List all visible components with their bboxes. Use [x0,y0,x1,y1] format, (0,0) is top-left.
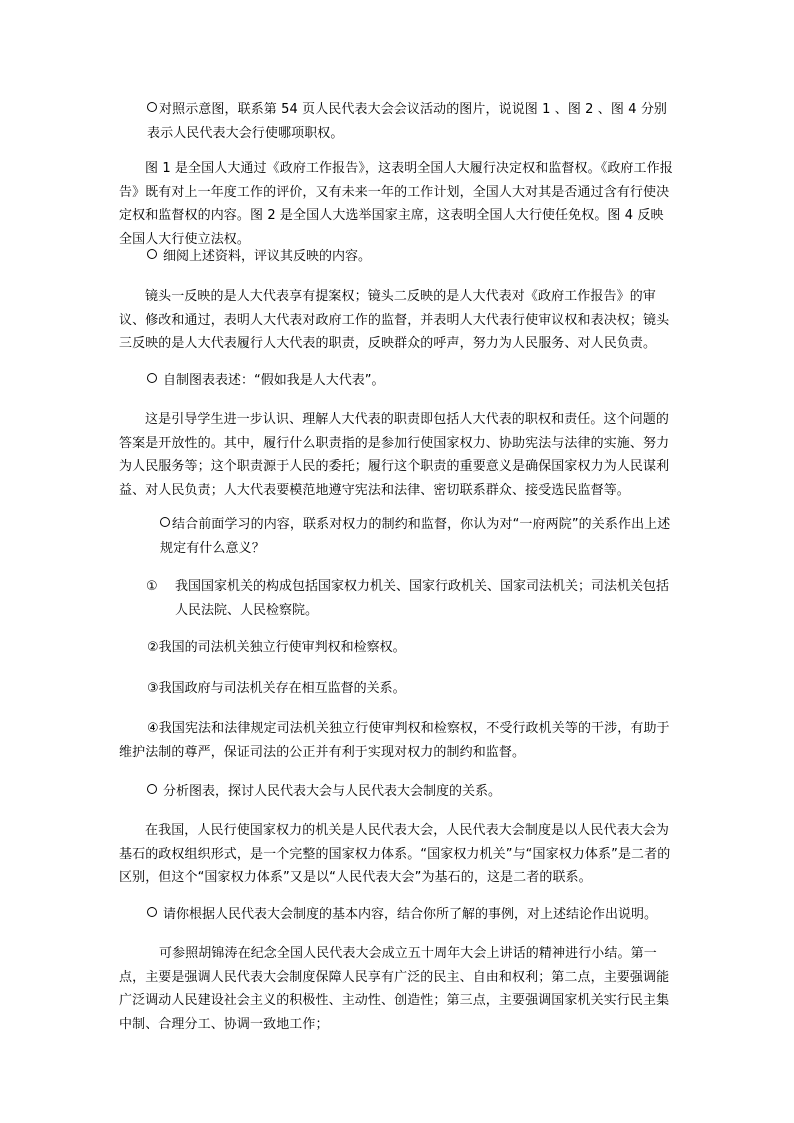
answer-paragraph-1: 图 1 是全国人大通过《政府工作报告》，这表明全国人大履行决定权和监督权。《政府工作报告》既有对上一年度工作的评价，又有未来一年的工作计划，全国人大对其是否通过含有行使决定权和监督权的内容。图 2 是全国人大选举国家主席，这表明全国人大行使任免权。图 4 反映全国人大行使立法权。 [119,161,673,247]
answer-paragraph-3: 这是引导学生进一步认识、理解人大代表的职责即包括人大代表的职权和责任。这个问题的答案是开放性的。其中，履行什么职责指的是参加行使国家权力、协助宪法与法律的实施、努力为人民服务等；这个职责源于人民的委托；履行这个职责的重要意义是确保国家权力为人民谋利益、对人民负责；人大代表要模范地遵守宪法和法律、密切联系群众、接受选民监督等。 [119,412,670,498]
question-paragraph-4 [160,513,675,560]
paragraph-text: 请你根据人民代表大会制度的基本内容，结合你所了解的事例，对上述结论作出说明。 [163,907,658,922]
paragraph-text: 自制图表表述：“假如我是人大代表”。 [163,373,385,388]
answer-paragraph-6: 可参照胡锦涛在纪念全国人民代表大会成立五十周年大会上讲话的精神进行小结。第一点，主要是强调人民代表大会制度保障人民享有广泛的民主、自由和权利；第二点，主要强调能广泛调动人民建设社会主义的积极性、主动性、创造性；第三点，主要强调国家机关实行民主集中制、合理分工、协调一致地工作； [119,946,670,1032]
question-paragraph-6 [147,903,657,927]
circle-bullet-icon [147,784,157,794]
answer-paragraph-5: 在我国，人民行使国家权力的机关是人民代表大会，人民代表大会制度是以人民代表大会为基石的政权组织形式，是一个完整的国家权力体系。“国家权力机关”与“国家权力体系”是二者的区别，但这个“国家权力体系”又是以“人民代表大会”为基石的，这是二者的联系。 [119,823,671,885]
numbered-item-1 [0,575,794,625]
paragraph-text: 对照示意图，联系第 54 页人民代表大会会议活动的图片，说说图 1 、图 2 、图 4 分别表示人民代表大会行使哪项职权。 [147,102,668,141]
question-paragraph-5 [147,780,501,804]
item-number: ① [146,579,158,594]
circle-bullet-icon [147,249,157,259]
numbered-item-2: ②我国的司法机关独立行使审判权和检察权。 [147,640,406,655]
paragraph-text: 结合前面学习的内容，联系对权力的制约和监督，你认为对“一府两院”的关系作出上述规定有什么意义？ [160,517,671,556]
numbered-item-3: ③我国政府与司法机关存在相互监督的关系。 [147,681,406,696]
paragraph-text: 分析图表，探讨人民代表大会与人民代表大会制度的关系。 [163,784,502,799]
question-paragraph-2 [147,245,371,269]
circle-bullet-icon [147,907,157,917]
circle-bullet-icon [147,373,157,383]
numbered-item-4: ④我国宪法和法律规定司法机关独立行使审判权和检察权，不受行政机关等的干涉，有助于维护法制的尊严，保证司法的公正并有利于实现对权力的制约和监督。 [119,721,670,760]
paragraph-text: 细阅上述资料，评议其反映的内容。 [163,249,372,264]
circle-bullet-icon [160,517,170,527]
circle-bullet-icon [147,102,157,112]
question-paragraph-3 [147,369,384,393]
item-text: 我国国家机关的构成包括国家权力机关、国家行政机关、国家司法机关；司法机关包括人民法院、人民检察院。 [175,579,670,618]
answer-paragraph-2: 镜头一反映的是人大代表享有提案权；镜头二反映的是人大代表对《政府工作报告》的审议、修改和通过，表明人大代表对政府工作的监督，并表明人大代表行使审议权和表决权；镜头三反映的是人大代表履行人大代表的职责，反映群众的呼声，努力为人民服务、对人民负责。 [119,289,670,351]
question-paragraph-1 [147,98,675,145]
